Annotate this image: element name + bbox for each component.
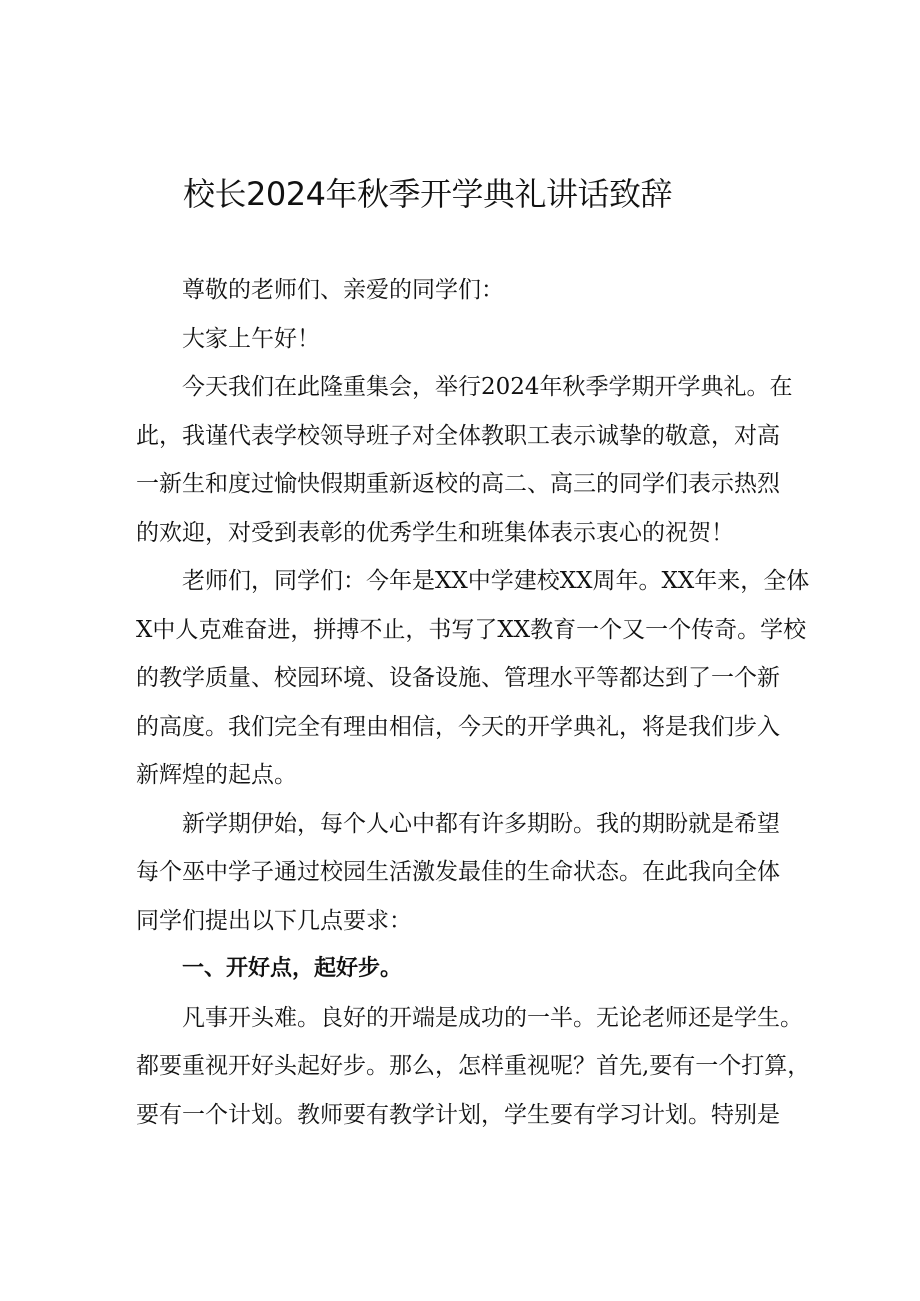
text-line: 此，我谨代表学校领导班子对全体教职工表示诚挚的敬意，对高 (136, 422, 780, 449)
good-start-paragraph (136, 994, 811, 1140)
text-line: 每个巫中学子通过校园生活激发最佳的生命状态。在此我向全体 (136, 859, 780, 885)
text-line: 老师们，同学们：今年是XX中学建校XX周年。XX年来，全体 (182, 568, 810, 594)
text-line: 新学期伊始，每个人心中都有许多期盼。我的期盼就是希望 (182, 810, 780, 837)
text-line: 的教学质量、校园环境、设备设施、管理水平等都达到了一个新 (136, 665, 780, 691)
expectations-paragraph (136, 800, 786, 946)
school-history-paragraph (136, 557, 810, 800)
text-line: 今天我们在此隆重集会，举行2024年秋季学期开学典礼。在 (182, 374, 793, 400)
text-line: 凡事开头难。良好的开端是成功的一半。无论老师还是学生。 (182, 1004, 803, 1031)
salutation-paragraph (136, 266, 786, 315)
text-line: 的欢迎，对受到表彰的优秀学生和班集体表示衷心的祝贺！ (136, 519, 734, 546)
text-line: 的高度。我们完全有理由相信，今天的开学典礼，将是我们步入 (136, 713, 780, 740)
text-line: 都要重视开好头起好步。那么，怎样重视呢？首先,要有一个打算， (136, 1053, 811, 1079)
text-line: 大家上午好！ (182, 325, 320, 352)
text-line: 一新生和度过愉快假期重新返校的高二、高三的同学们表示热烈 (136, 471, 780, 497)
document-title: 校长2024年秋季开学典礼讲话致辞 (183, 175, 672, 213)
text-line: 要有一个计划。教师要有教学计划，学生要有学习计划。特别是 (136, 1101, 780, 1128)
welcome-paragraph (136, 363, 793, 557)
text-line: 新辉煌的起点。 (136, 762, 297, 788)
document-body (136, 266, 811, 1139)
text-line: 同学们提出以下几点要求： (136, 907, 412, 934)
greeting-paragraph (136, 315, 786, 364)
text-line: X中人克难奋进，拼搏不止，书写了XX教育一个又一个传奇。学校 (136, 616, 807, 643)
section-heading: 一、开好点，起好步。 (182, 956, 403, 981)
text-line: 尊敬的老师们、亲爱的同学们： (182, 277, 504, 303)
